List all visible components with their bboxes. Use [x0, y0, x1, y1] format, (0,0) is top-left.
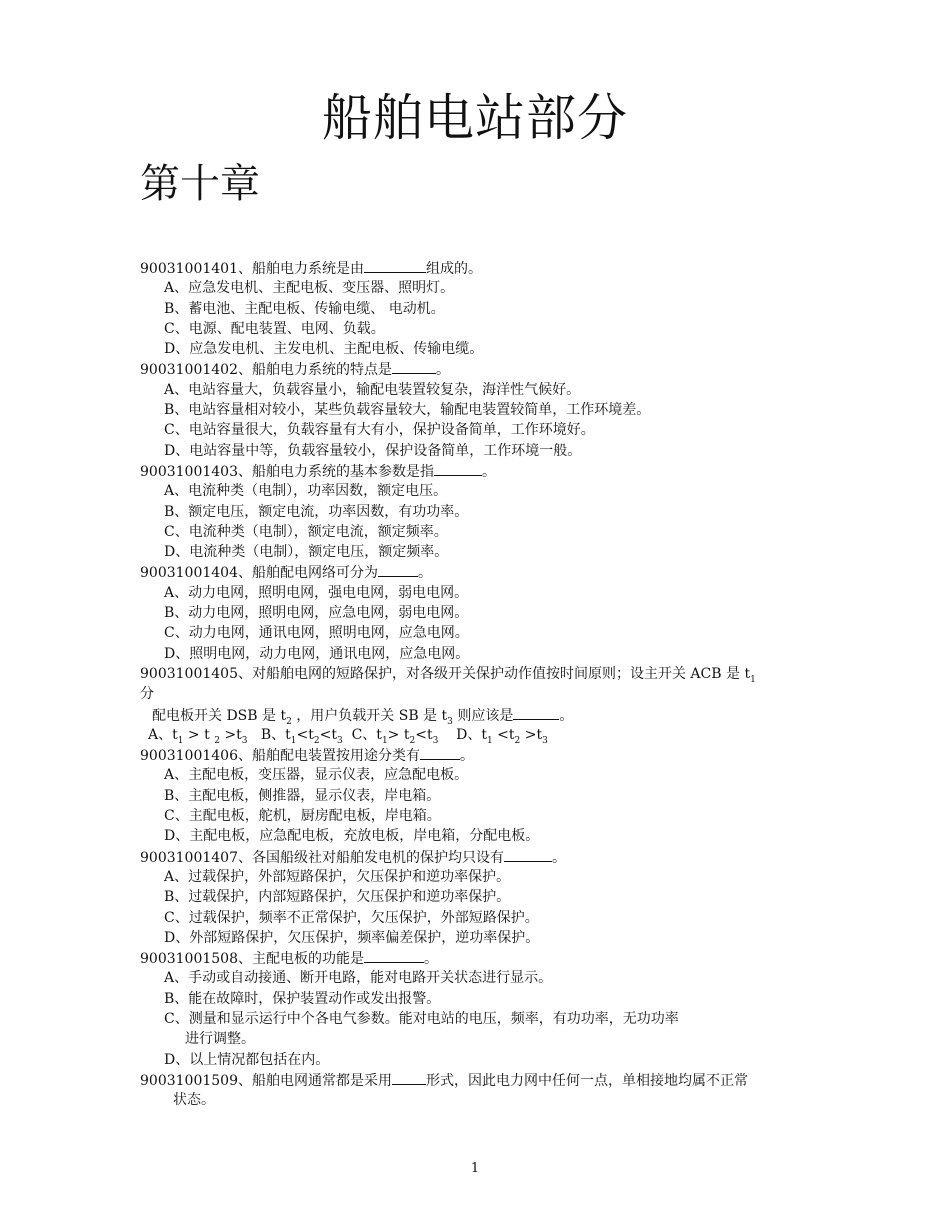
option-b[interactable]: B、蓄电池、主配电板、传输电缆、 电动机。	[164, 300, 445, 317]
option-c[interactable]: C、电流种类（电制），额定电流，额定频率。	[164, 523, 448, 540]
answer-blank[interactable]	[434, 461, 482, 476]
option-d[interactable]: D、主配电板，应急配电板，充放电板，岸电箱，分配电板。	[164, 828, 540, 845]
option-d[interactable]: D、以上情况都包括在内。	[164, 1051, 330, 1068]
option-d[interactable]: D、应急发电机、主发电机、主配电板、传输电缆。	[164, 341, 484, 358]
option-c[interactable]: C、$t_1> t_2<t_3$	[351, 726, 439, 746]
answer-blank[interactable]	[364, 948, 424, 963]
question-list	[140, 258, 800, 1110]
question-stem: 90031001406、船舶配电装置按用途分类有 。	[140, 745, 800, 765]
option-d[interactable]: D、电流种类（电制），额定电压，额定频率。	[164, 544, 449, 561]
question-stem: 90031001404、船舶配电网络可分为 。	[140, 562, 800, 582]
option-a[interactable]: A、电站容量大，负载容量小，输配电装置较复杂，海洋性气候好。	[164, 381, 581, 398]
option-c[interactable]: C、主配电板，舵机，厨房配电板，岸电箱。	[164, 808, 441, 825]
chapter-heading: 第十章	[140, 161, 260, 207]
answer-blank[interactable]	[392, 359, 436, 374]
option-d[interactable]: D、外部短路保护，欠压保护，频率偏差保护，逆功率保护。	[164, 929, 540, 946]
document-title: 船舶电站部分	[322, 89, 628, 147]
answer-blank[interactable]	[392, 1070, 426, 1085]
option-a[interactable]: A、应急发电机、主配电板、变压器、照明灯。	[164, 280, 455, 297]
option-c[interactable]: C、测量和显示运行中个各电气参数。能对电站的电压，频率，有功功率，无功功率	[164, 1010, 679, 1027]
option-c[interactable]: C、电源、配电装置、电网、负载。	[164, 320, 385, 337]
page-number: 1	[470, 1161, 480, 1176]
option-b[interactable]: B、能在故障时，保护装置动作或发出报警。	[164, 990, 441, 1007]
option-b[interactable]: B、主配电板，侧推器，显示仪表，岸电箱。	[164, 787, 441, 804]
option-b[interactable]: B、$t_1<t_2<t_3$	[260, 726, 343, 746]
question-stem: 90031001401、船舶电力系统是由 组成的。	[140, 258, 800, 278]
option-b[interactable]: B、额定电压，额定电流，功率因数，有功功率。	[164, 503, 469, 520]
question-stem: 90031001407、各国船级社对船舶发电机的保护均只设有 。	[140, 847, 800, 867]
option-c[interactable]: C、过载保护，频率不正常保护，欠压保护，外部短路保护。	[164, 909, 539, 926]
answer-blank[interactable]	[364, 258, 426, 273]
option-d[interactable]: D、$t_1 <t_2 >t_3$	[456, 726, 548, 746]
question-stem: 90031001508、主配电板的功能是 。	[140, 948, 800, 968]
answer-blank[interactable]	[378, 562, 418, 577]
answer-blank[interactable]	[420, 745, 460, 760]
option-a[interactable]: A、电流种类（电制），功率因数，额定电压。	[164, 483, 448, 500]
option-c[interactable]: C、动力电网，通讯电网，照明电网，应急电网。	[164, 625, 469, 642]
question-stem: 90031001405、对船舶电网的短路保护，对各级开关保护动作值按时间原则；设主开关 ACB 是 $t_1$	[140, 665, 756, 685]
option-c[interactable]: C、电站容量很大，负载容量有大有小，保护设备简单，工作环境好。	[164, 422, 595, 439]
option-d[interactable]: D、照明电网，动力电网，通讯电网，应急电网。	[164, 645, 470, 662]
option-b[interactable]: B、过载保护，内部短路保护，欠压保护和逆功率保护。	[164, 889, 511, 906]
question-stem-wrap: 分	[140, 686, 154, 703]
question-stem: 90031001509、船舶电网通常都是采用 形式，因此电力网中任何一点，单相接地均属不正常	[140, 1070, 800, 1090]
question-stem-wrap: 状态。	[173, 1092, 215, 1109]
option-a[interactable]: A、$t_1 > t$ $_2 >t_3$	[148, 726, 248, 746]
option-a[interactable]: A、动力电网，照明电网，强电电网，弱电电网。	[164, 584, 469, 601]
question-stem: 90031001402、船舶电力系统的特点是 。	[140, 359, 800, 379]
answer-blank[interactable]	[504, 847, 552, 862]
option-a[interactable]: A、手动或自动接通、断开电路，能对电路开关状态进行显示。	[164, 970, 553, 987]
answer-blank[interactable]	[513, 705, 559, 720]
question-stem: 90031001403、船舶电力系统的基本参数是指 。	[140, 461, 800, 481]
option-a[interactable]: A、过载保护，外部短路保护，欠压保护和逆功率保护。	[164, 868, 511, 885]
option-b[interactable]: B、动力电网，照明电网，应急电网，弱电电网。	[164, 605, 469, 622]
option-d[interactable]: D、电站容量中等，负载容量较小，保护设备简单，工作环境一般。	[164, 442, 582, 459]
option-row	[140, 725, 800, 745]
option-b[interactable]: B、电站容量相对较小，某些负载容量较大，输配电装置较简单，工作环境差。	[164, 402, 651, 419]
option-a[interactable]: A、主配电板，变压器，显示仪表，应急配电板。	[164, 767, 469, 784]
question-stem-continuation: 配电板开关 DSB 是 $t_2$ ，用户负载开关 SB 是 $t_3$ 则应该是 。	[140, 705, 800, 725]
option-c-continuation: 进行调整。	[185, 1031, 255, 1048]
